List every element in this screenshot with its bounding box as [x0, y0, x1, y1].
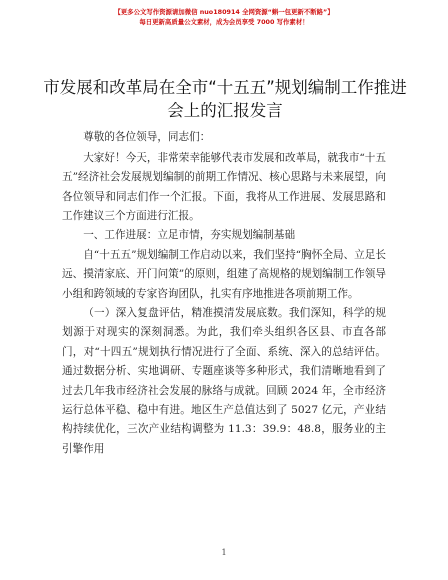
paragraph-progress: 自“十五五”规划编制工作启动以来，我们坚持“胸怀全局、立足长远、摸清家底、开门问策”的原则，组建了高规格的规划编制工作领导小组和跨领域的专家咨询团队，扎实有序地推进各项前期工作。: [62, 248, 386, 300]
salutation: 尊敬的各位领导，同志们：: [83, 131, 211, 143]
document-body: [62, 128, 386, 459]
page-number: 1: [221, 548, 227, 557]
paragraph-assessment: （一）深入复盘评估，精准摸清发展底数。我们深知，科学的规划源于对现实的深刻洞悉。为此，我们牵头组织各区县、市直各部门，对“十四五”规划执行情况进行了全面、系统、深入的总结评估。通过数据分析、实地调研、专题座谈等多种形式，我们清晰地看到了过去几年我市经济社会发展的脉络与成就。回顾 2024 年，全市经济运行总体平稳、稳中有进。地区生产总值达到了 5027 亿元，产业结构持续优化，三次产业结构调整为 11.3：39.9：48.8，服务业的主引擎作用: [62, 307, 386, 455]
document-title: 市发展和改革局在全市“十五五”规划编制工作推进会上的汇报发言: [43, 78, 407, 120]
promo-banner-line-1: 【更多公文写作资源请加微信 nuo180914 全网资源“蝌一包更新不断路”】: [114, 8, 334, 16]
paragraph-intro: 大家好！今天，非常荣幸能够代表市发展和改革局，就我市“十五五”经济社会发展规划编制的前期工作情况、核心思路与未来展望，向各位领导和同志们作一个汇报。下面，我将从工作进展、发展思路和工作建议三个方面进行汇报。: [62, 151, 386, 223]
promo-banner-line-2: 每日更新高质量公文素材，成为会员享受 7000 写作素材！: [139, 18, 309, 26]
promo-banner: [0, 7, 448, 27]
section-heading-1: 一、工作进展：立足市情，夯实规划编制基础: [83, 229, 296, 242]
